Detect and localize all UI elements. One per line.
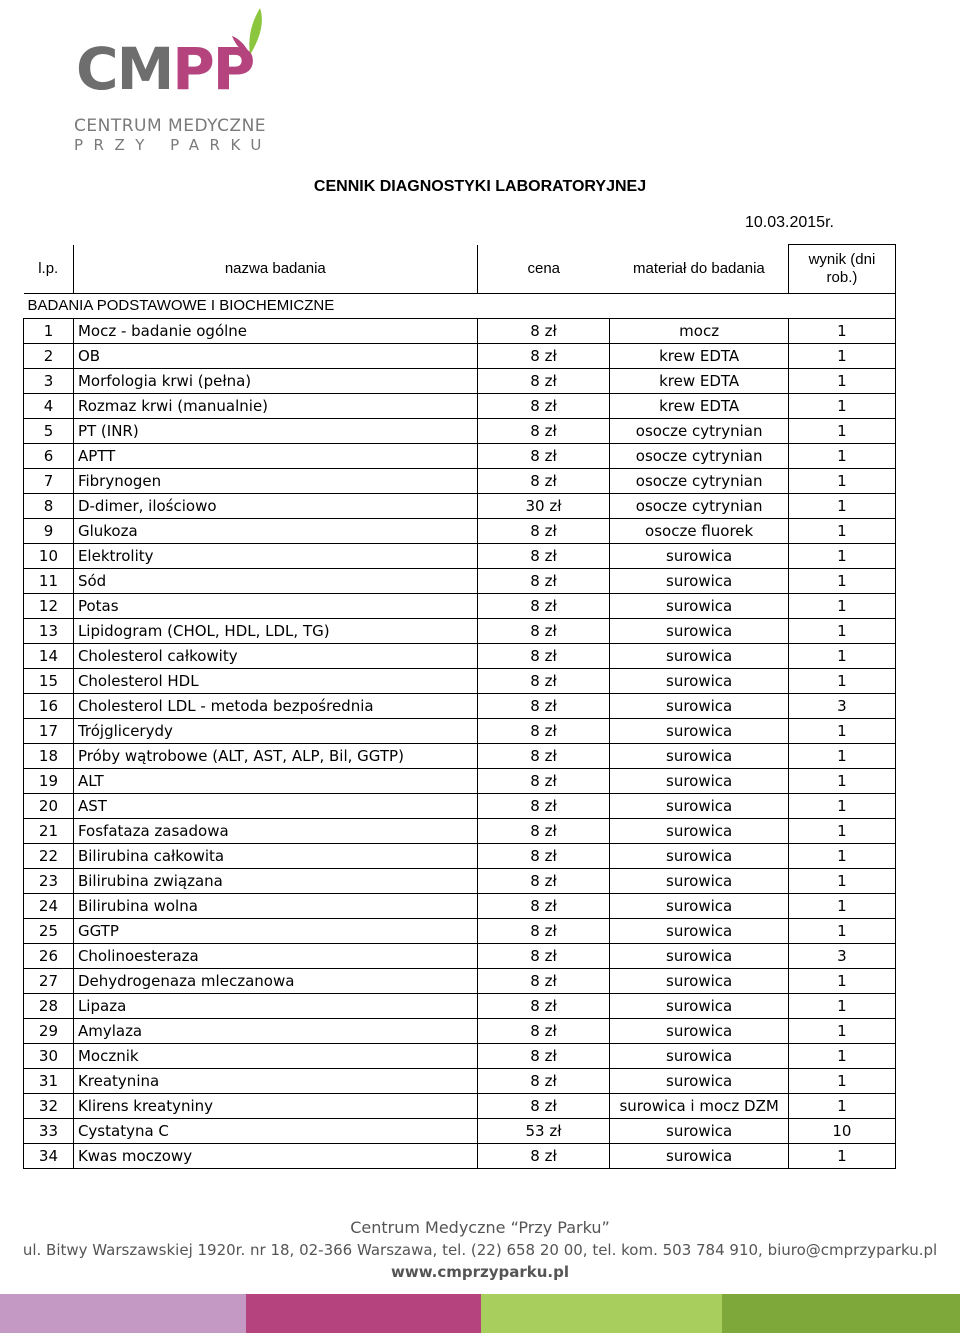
table-row <box>24 494 896 519</box>
row-result: 1 <box>788 769 895 794</box>
row-result: 1 <box>788 1069 895 1094</box>
row-name: OB <box>73 344 477 369</box>
row-result: 1 <box>788 494 895 519</box>
row-name: D-dimer, ilościowo <box>73 494 477 519</box>
table-row <box>24 869 896 894</box>
row-lp: 21 <box>24 819 74 844</box>
row-lp: 7 <box>24 469 74 494</box>
row-result: 10 <box>788 1119 895 1144</box>
row-material: surowica <box>610 544 789 569</box>
row-lp: 34 <box>24 1144 74 1169</box>
table-row <box>24 444 896 469</box>
table-row <box>24 1044 896 1069</box>
table-row <box>24 794 896 819</box>
row-material: surowica <box>610 619 789 644</box>
row-result: 1 <box>788 594 895 619</box>
row-material: surowica <box>610 894 789 919</box>
row-material: surowica <box>610 1019 789 1044</box>
footer-bar-green <box>481 1294 722 1333</box>
row-material: osocze cytrynian <box>610 494 789 519</box>
row-price: 8 zł <box>477 719 610 744</box>
document-date: 10.03.2015r. <box>745 214 834 231</box>
table-row <box>24 594 896 619</box>
row-lp: 24 <box>24 894 74 919</box>
row-price: 8 zł <box>477 769 610 794</box>
row-lp: 26 <box>24 944 74 969</box>
header-material: materiał do badania <box>610 245 789 294</box>
row-name: Mocz - badanie ogólne <box>73 319 477 344</box>
row-lp: 3 <box>24 369 74 394</box>
row-material: surowica <box>610 1069 789 1094</box>
row-result: 1 <box>788 844 895 869</box>
row-lp: 32 <box>24 1094 74 1119</box>
footer <box>0 1218 960 1281</box>
row-name: Kreatynina <box>73 1069 477 1094</box>
section-row <box>24 294 896 319</box>
row-lp: 17 <box>24 719 74 744</box>
row-result: 1 <box>788 419 895 444</box>
row-material: surowica <box>610 744 789 769</box>
row-lp: 6 <box>24 444 74 469</box>
row-price: 8 zł <box>477 1019 610 1044</box>
row-lp: 14 <box>24 644 74 669</box>
row-price: 8 zł <box>477 1094 610 1119</box>
row-name: Fosfataza zasadowa <box>73 819 477 844</box>
row-result: 1 <box>788 794 895 819</box>
page-title: CENNIK DIAGNOSTYKI LABORATORYJNEJ <box>313 178 647 195</box>
row-result: 1 <box>788 1044 895 1069</box>
row-material: surowica <box>610 1144 789 1169</box>
row-price: 8 zł <box>477 869 610 894</box>
row-lp: 23 <box>24 869 74 894</box>
table-row <box>24 819 896 844</box>
row-lp: 13 <box>24 619 74 644</box>
row-lp: 31 <box>24 1069 74 1094</box>
row-material: surowica <box>610 919 789 944</box>
row-name: Amylaza <box>73 1019 477 1044</box>
row-result: 1 <box>788 869 895 894</box>
header-result: wynik (dni rob.) <box>788 245 895 294</box>
table-row <box>24 1094 896 1119</box>
row-result: 1 <box>788 919 895 944</box>
row-material: surowica <box>610 994 789 1019</box>
row-result: 1 <box>788 969 895 994</box>
row-lp: 9 <box>24 519 74 544</box>
row-price: 8 zł <box>477 444 610 469</box>
row-result: 1 <box>788 744 895 769</box>
row-price: 8 zł <box>477 619 610 644</box>
row-name: Cholesterol HDL <box>73 669 477 694</box>
row-price: 8 zł <box>477 644 610 669</box>
row-material: mocz <box>610 319 789 344</box>
row-price: 53 zł <box>477 1119 610 1144</box>
row-material: surowica <box>610 719 789 744</box>
row-price: 8 zł <box>477 419 610 444</box>
row-result: 1 <box>788 319 895 344</box>
table-row <box>24 469 896 494</box>
row-result: 1 <box>788 519 895 544</box>
row-material: surowica i mocz DZM <box>610 1094 789 1119</box>
row-price: 8 zł <box>477 319 610 344</box>
row-lp: 29 <box>24 1019 74 1044</box>
table-row <box>24 769 896 794</box>
row-result: 1 <box>788 369 895 394</box>
row-result: 1 <box>788 544 895 569</box>
row-price: 8 zł <box>477 994 610 1019</box>
row-result: 1 <box>788 444 895 469</box>
row-name: Bilirubina związana <box>73 869 477 894</box>
row-result: 1 <box>788 469 895 494</box>
table-row <box>24 969 896 994</box>
row-material: surowica <box>610 769 789 794</box>
footer-bar-magenta <box>246 1294 481 1333</box>
row-result: 1 <box>788 994 895 1019</box>
footer-clinic-name: Centrum Medyczne “Przy Parku” <box>350 1218 610 1237</box>
row-material: osocze cytrynian <box>610 469 789 494</box>
row-material: surowica <box>610 669 789 694</box>
table-row <box>24 319 896 344</box>
row-name: APTT <box>73 444 477 469</box>
row-material: krew EDTA <box>610 394 789 419</box>
row-name: Cholinoesteraza <box>73 944 477 969</box>
row-lp: 11 <box>24 569 74 594</box>
footer-bar-lilac <box>0 1294 246 1333</box>
logo-line-1: CENTRUM MEDYCZNE <box>74 116 267 136</box>
row-name: Glukoza <box>73 519 477 544</box>
table-body <box>24 294 896 1169</box>
row-price: 8 zł <box>477 369 610 394</box>
table-row <box>24 369 896 394</box>
row-material: surowica <box>610 869 789 894</box>
price-table <box>23 244 896 1169</box>
row-lp: 2 <box>24 344 74 369</box>
row-material: krew EDTA <box>610 344 789 369</box>
row-name: Lipidogram (CHOL, HDL, LDL, TG) <box>73 619 477 644</box>
row-material: surowica <box>610 1044 789 1069</box>
row-name: Lipaza <box>73 994 477 1019</box>
clinic-logo <box>70 0 290 160</box>
section-title: BADANIA PODSTAWOWE I BIOCHEMICZNE <box>24 294 896 319</box>
row-price: 8 zł <box>477 344 610 369</box>
row-material: krew EDTA <box>610 369 789 394</box>
row-name: Cholesterol całkowity <box>73 644 477 669</box>
row-name: ALT <box>73 769 477 794</box>
row-lp: 18 <box>24 744 74 769</box>
row-price: 8 zł <box>477 794 610 819</box>
row-price: 8 zł <box>477 944 610 969</box>
table-row <box>24 919 896 944</box>
row-lp: 16 <box>24 694 74 719</box>
row-material: surowica <box>610 644 789 669</box>
row-name: Dehydrogenaza mleczanowa <box>73 969 477 994</box>
table-row <box>24 544 896 569</box>
row-material: surowica <box>610 944 789 969</box>
row-name: PT (INR) <box>73 419 477 444</box>
row-name: Próby wątrobowe (ALT, AST, ALP, Bil, GGTP) <box>73 744 477 769</box>
row-name: Klirens kreatyniny <box>73 1094 477 1119</box>
table-row <box>24 994 896 1019</box>
row-lp: 4 <box>24 394 74 419</box>
row-result: 3 <box>788 694 895 719</box>
table-header-row <box>24 245 896 294</box>
row-price: 8 zł <box>477 919 610 944</box>
row-lp: 27 <box>24 969 74 994</box>
row-material: osocze fluorek <box>610 519 789 544</box>
row-name: Bilirubina wolna <box>73 894 477 919</box>
row-material: osocze cytrynian <box>610 444 789 469</box>
table-row <box>24 394 896 419</box>
row-name: Trójglicerydy <box>73 719 477 744</box>
row-result: 1 <box>788 644 895 669</box>
table-row <box>24 719 896 744</box>
row-name: Fibrynogen <box>73 469 477 494</box>
row-price: 8 zł <box>477 594 610 619</box>
row-price: 30 zł <box>477 494 610 519</box>
header-price: cena <box>477 245 610 294</box>
row-result: 1 <box>788 569 895 594</box>
row-price: 8 zł <box>477 894 610 919</box>
row-lp: 5 <box>24 419 74 444</box>
row-lp: 20 <box>24 794 74 819</box>
header-name: nazwa badania <box>73 245 477 294</box>
footer-bar-dark-green <box>722 1294 960 1333</box>
row-price: 8 zł <box>477 1144 610 1169</box>
row-name: GGTP <box>73 919 477 944</box>
row-name: Cystatyna C <box>73 1119 477 1144</box>
row-name: Rozmaz krwi (manualnie) <box>73 394 477 419</box>
table-row <box>24 1069 896 1094</box>
row-price: 8 zł <box>477 744 610 769</box>
logo-wordmark: CMPP <box>76 35 254 103</box>
row-price: 8 zł <box>477 394 610 419</box>
row-material: surowica <box>610 794 789 819</box>
header-lp: l.p. <box>24 245 74 294</box>
row-price: 8 zł <box>477 519 610 544</box>
row-lp: 19 <box>24 769 74 794</box>
row-lp: 10 <box>24 544 74 569</box>
footer-address: ul. Bitwy Warszawskiej 1920r. nr 18, 02-366 Warszawa, tel. (22) 658 20 00, tel. kom. 503 784 910, biuro@cmprzyparku.pl <box>22 1241 938 1259</box>
row-name: Potas <box>73 594 477 619</box>
row-material: surowica <box>610 969 789 994</box>
row-price: 8 zł <box>477 669 610 694</box>
row-material: surowica <box>610 694 789 719</box>
row-price: 8 zł <box>477 819 610 844</box>
row-name: AST <box>73 794 477 819</box>
row-lp: 33 <box>24 1119 74 1144</box>
row-price: 8 zł <box>477 544 610 569</box>
row-lp: 15 <box>24 669 74 694</box>
table-row <box>24 419 896 444</box>
row-result: 1 <box>788 1019 895 1044</box>
table-row <box>24 519 896 544</box>
row-lp: 1 <box>24 319 74 344</box>
table-row <box>24 944 896 969</box>
row-result: 1 <box>788 394 895 419</box>
logo-line-2: PRZY PARKU <box>74 136 272 154</box>
table-row <box>24 619 896 644</box>
row-price: 8 zł <box>477 469 610 494</box>
row-name: Cholesterol LDL - metoda bezpośrednia <box>73 694 477 719</box>
row-material: surowica <box>610 569 789 594</box>
row-result: 1 <box>788 344 895 369</box>
table-row <box>24 894 896 919</box>
row-material: surowica <box>610 844 789 869</box>
row-lp: 25 <box>24 919 74 944</box>
row-result: 3 <box>788 944 895 969</box>
row-result: 1 <box>788 1094 895 1119</box>
table-row <box>24 1144 896 1169</box>
table-row <box>24 694 896 719</box>
row-lp: 12 <box>24 594 74 619</box>
table-row <box>24 1019 896 1044</box>
row-price: 8 zł <box>477 1044 610 1069</box>
row-lp: 8 <box>24 494 74 519</box>
row-name: Mocznik <box>73 1044 477 1069</box>
row-result: 1 <box>788 669 895 694</box>
row-name: Morfologia krwi (pełna) <box>73 369 477 394</box>
row-material: surowica <box>610 1119 789 1144</box>
row-result: 1 <box>788 619 895 644</box>
table-row <box>24 569 896 594</box>
table-row <box>24 344 896 369</box>
row-price: 8 zł <box>477 694 610 719</box>
table-row <box>24 644 896 669</box>
row-price: 8 zł <box>477 569 610 594</box>
row-name: Bilirubina całkowita <box>73 844 477 869</box>
row-price: 8 zł <box>477 969 610 994</box>
table-row <box>24 669 896 694</box>
row-lp: 28 <box>24 994 74 1019</box>
row-lp: 30 <box>24 1044 74 1069</box>
row-result: 1 <box>788 894 895 919</box>
row-result: 1 <box>788 1144 895 1169</box>
row-price: 8 zł <box>477 1069 610 1094</box>
row-material: surowica <box>610 594 789 619</box>
row-material: osocze cytrynian <box>610 419 789 444</box>
footer-website[interactable]: www.cmprzyparku.pl <box>391 1263 569 1281</box>
row-result: 1 <box>788 819 895 844</box>
row-lp: 22 <box>24 844 74 869</box>
row-name: Elektrolity <box>73 544 477 569</box>
table-row <box>24 1119 896 1144</box>
row-material: surowica <box>610 819 789 844</box>
row-price: 8 zł <box>477 844 610 869</box>
row-result: 1 <box>788 719 895 744</box>
row-name: Sód <box>73 569 477 594</box>
table-row <box>24 844 896 869</box>
table-row <box>24 744 896 769</box>
row-name: Kwas moczowy <box>73 1144 477 1169</box>
